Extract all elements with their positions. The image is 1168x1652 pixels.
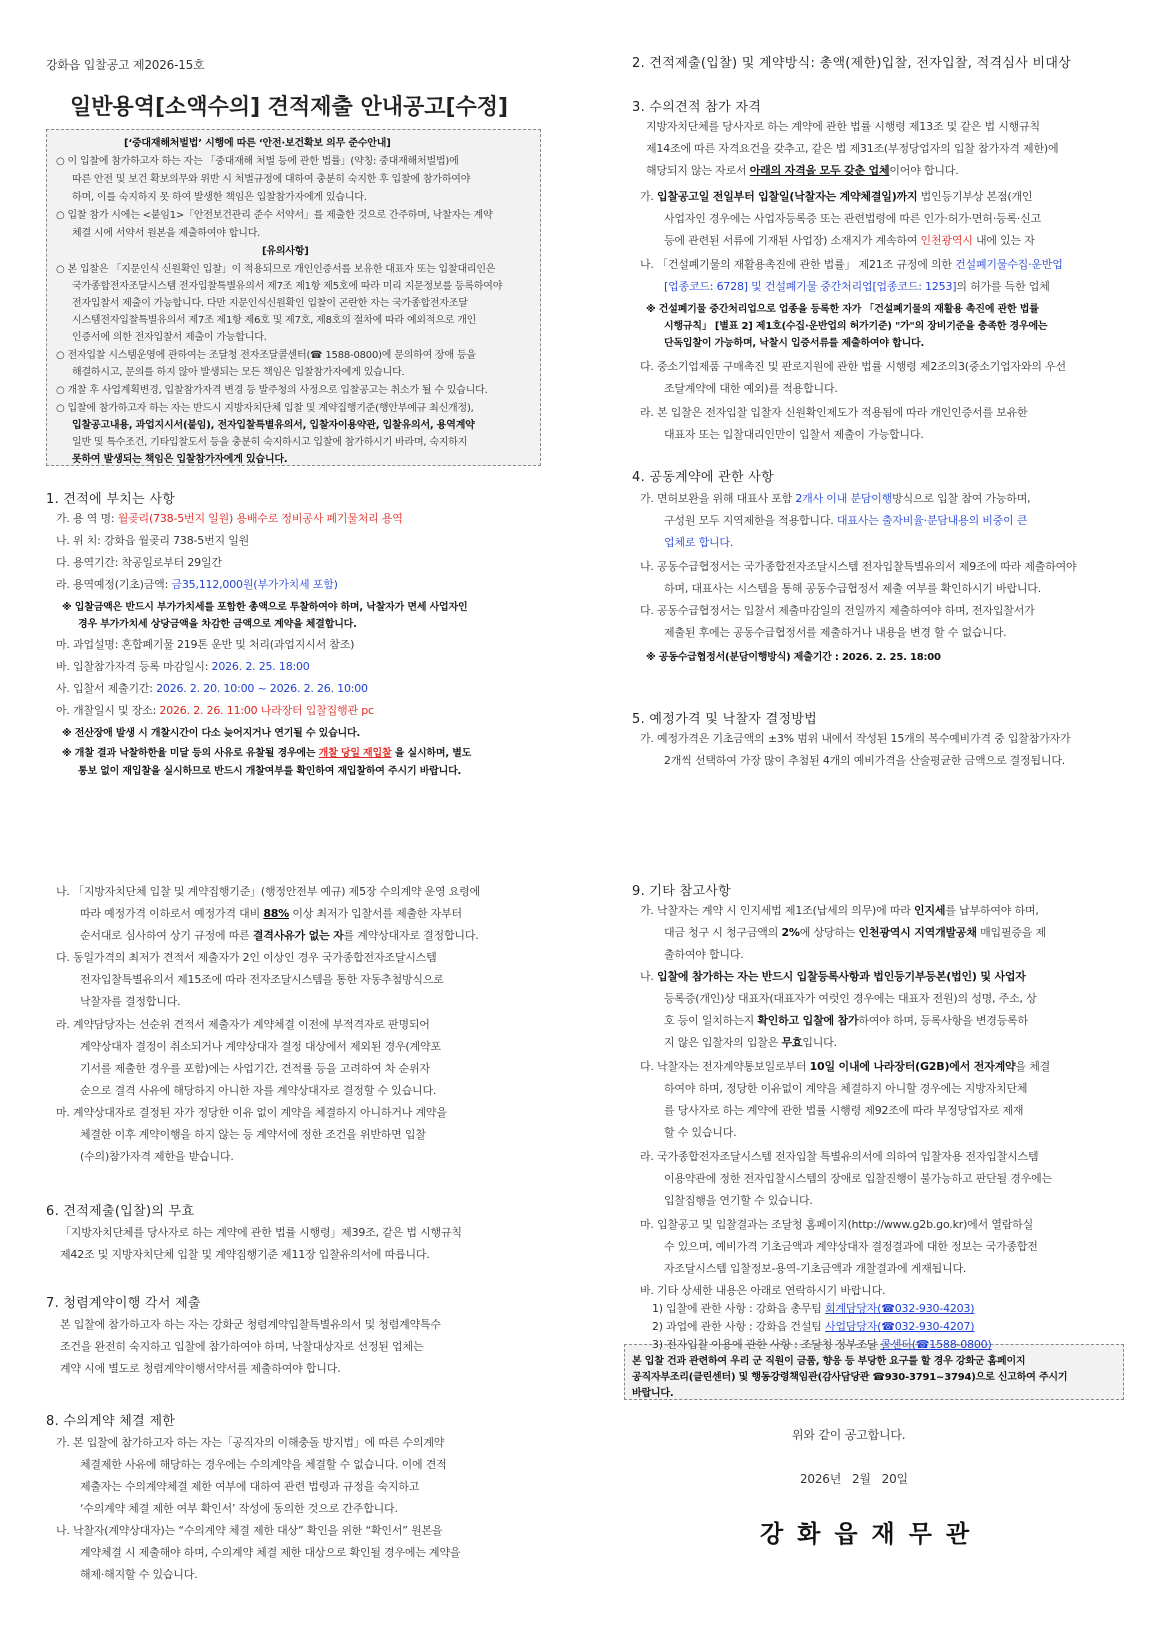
- section-3-title: 3. 수의견적 참가 자격: [632, 100, 762, 115]
- base-amount-row: [56, 576, 338, 592]
- announcement-date: 2026년 2월 20일: [800, 1472, 908, 1486]
- sec7-text: 본 입찰에 참가하고자 하는 자는 강화군 청렴계약입찰특별유의서 및 청렴계약특수: [60, 1318, 441, 1331]
- sec9-ra: 입찰집행을 연기할 수 있습니다.: [664, 1194, 813, 1207]
- sec5-ra: 라. 계약담당자는 선순위 견적서 제출자가 계약체결 이전에 부적격자로 판명되어: [56, 1018, 430, 1031]
- sec5-na-text: 를 계약상대자로 결정합니다.: [343, 929, 479, 942]
- registration-deadline-row: [56, 658, 310, 674]
- sec6-text: 「지방자치단체를 당사자로 하는 계약에 관한 법률 시행령」제39조, 같은 법 시행규칙: [60, 1226, 462, 1239]
- sec9-da-text: 을 체결: [1015, 1060, 1051, 1073]
- doc-number: 강화읍 입찰공고 제2026-15호: [46, 58, 205, 72]
- sec9-ga-text: 매입필증을 제: [980, 926, 1046, 939]
- sec8-ga: 가. 본 입찰에 참가하고자 하는 자는「공직자의 이해충돌 방지법」에 따른 수의계약: [56, 1436, 445, 1449]
- rebid-note-highlight: 개찰 당일 재입찰: [318, 748, 392, 759]
- contact-task: [652, 1318, 974, 1334]
- sec9-ga-text: 를 납부하여야 하며,: [945, 904, 1039, 917]
- sec3-intro: [646, 162, 959, 178]
- base-amount-label: 라. 용역예정(기초)금액:: [56, 578, 169, 591]
- sec5-na-rate: 88%: [263, 907, 290, 920]
- sec4-na: 나. 공동수급협정서는 국가종합전자조달시스템 전자입찰특별유의서 제9조에 따라 제출하여야: [640, 560, 1077, 573]
- sec3-na-license: [업종코드: 6728] 및 건설폐기물 중간처리업[업종코드: 1253]: [664, 280, 957, 293]
- sec9-ga: [664, 924, 1046, 940]
- sec4-na: 하며, 대표사는 시스템을 통해 공동수급협정서 제출 여부를 확인하시기 바랍니다.: [664, 582, 1042, 595]
- sec5-na-text: 따라 예정가격 이하로서 예정가격 대비: [80, 907, 261, 920]
- sec5-na-text: 순서대로 심사하여 상기 규정에 따른: [80, 929, 250, 942]
- notice-line: ○ 전자입찰 시스템운영에 관하여는 조달청 전자조달콜센터(☎ 1588-0800)에 문의하여 장애 등을: [56, 350, 476, 361]
- contact-ebid-text: 3) 전자입찰 이용에 관한 사항 : 조달청 정부조달: [652, 1338, 878, 1351]
- rebid-note-text: 을 실시하며, 별도: [394, 748, 472, 759]
- sec5-na-text: 이상 최저가 입찰서를 제출한 자부터: [292, 907, 462, 920]
- opening-row: [56, 702, 374, 718]
- section-5-title: 5. 예정가격 및 낙찰자 결정방법: [632, 712, 818, 727]
- section-1-title: 1. 견적에 부치는 사항: [46, 492, 176, 507]
- sec3-da: 다. 중소기업제품 구매촉진 및 판로지원에 관한 법률 시행령 제2조의3(중소기업자와의 우선: [640, 360, 1066, 373]
- sec5-ma: 체결한 이후 계약이행을 하지 않는 등 계약서에 정한 조건을 위반하면 입찰: [80, 1128, 426, 1141]
- opening-value: 2026. 2. 26. 11:00 나라장터 입찰집행관 pc: [159, 704, 374, 717]
- sec9-na: [664, 1012, 1028, 1028]
- sec9-ga-emphasis: 인천광역시 지역개발공채: [858, 926, 977, 939]
- submission-period-row: [56, 680, 368, 696]
- sec3-ga: 사업자인 경우에는 사업자등록증 또는 관련법령에 따른 인가·허가·면허·등록·신고: [664, 212, 1042, 225]
- sec9-ga-emphasis: 인지세: [914, 904, 946, 917]
- sec9-ga-text: 가. 낙찰자는 계약 시 인지세법 제1조(납세의 의무)에 따라: [640, 904, 911, 917]
- sec5-da: 다. 동일가격의 최저가 견적서 제출자가 2인 이상인 경우 국가종합전자조달시스템: [56, 951, 437, 964]
- sec9-na-text: 입니다.: [802, 1036, 837, 1049]
- sec5-ra: 기서를 제출한 경우를 포함)에는 사업기간, 견적률 등을 고려하여 차 순위자: [80, 1062, 430, 1075]
- notice-line: 인증서에 의한 전자입찰서 제출이 가능합니다.: [72, 332, 267, 343]
- sec3-intro: 지방자치단체를 당사자로 하는 계약에 관한 법률 시행령 제13조 및 같은 법 시행규칙: [646, 120, 1040, 133]
- sec3-ga-emphasis: 입찰공고일 전일부터 입찰일(낙찰자는 계약체결일)까지: [657, 190, 918, 203]
- section-9-title: 9. 기타 참고사항: [632, 884, 732, 899]
- sec5-ra: 계약상대자 결정이 취소되거나 계약상대자 결정 대상에서 제외된 경우(계약포: [80, 1040, 441, 1053]
- location-row: 나. 위 치: 강화읍 월곶리 738-5번지 일원: [56, 534, 250, 547]
- section-6-title: 6. 견적제출(입찰)의 무효: [46, 1204, 195, 1219]
- sec5-da: 낙찰자를 결정합니다.: [80, 995, 181, 1008]
- sec9-da: 할 수 있습니다.: [664, 1126, 737, 1139]
- sec8-ga: 제출자는 수의계약체결 제한 여부에 대하여 관련 법령과 규정을 숙지하고: [80, 1480, 420, 1493]
- sec3-na-text: 의 허가를 득한 업체: [956, 280, 1050, 293]
- complaint-notice: 본 입찰 건과 관련하여 우리 군 직원이 금품, 향응 등 부당한 요구를 할 경우 강화군 홈페이지: [632, 1356, 1026, 1367]
- sec5-ma: 마. 계약상대자로 결정된 자가 정당한 이유 없이 계약을 체결하지 아니하거나 계약을: [56, 1106, 447, 1119]
- sec3-intro: 제14조에 따른 자격요건을 갖추고, 같은 법 제31조(부정당업자의 입찰 참가자격 제한)에: [646, 142, 1059, 155]
- base-amount-value: 금35,112,000원(부가가치세 포함): [171, 578, 338, 591]
- sec9-da: 하여야 하며, 정당한 이유없이 계약을 체결하지 아니할 경우에는 지방자치단체: [664, 1082, 1028, 1095]
- opening-label: 아. 개찰일시 및 장소:: [56, 704, 157, 717]
- sec9-na-marker: 나.: [640, 970, 654, 983]
- sec3-ga-text: 등에 관련된 서류에 기재된 사업장) 소재지가 계속하여: [664, 234, 918, 247]
- sec4-ga: [640, 490, 1030, 506]
- sec3-note: ※ 건설폐기물 중간처리업으로 업종을 등록한 자가 「건설폐기물의 재활용 촉진에 관한 법률: [646, 304, 1039, 315]
- sec9-ga-emphasis: 2%: [781, 926, 800, 939]
- notice-line: ○ 입찰에 참가하고자 하는 자는 반드시 지방자치단체 입찰 및 계약집행기준(행안부예규 최신개정),: [56, 403, 474, 414]
- rebid-note-text: ※ 개찰 결과 낙찰하한율 미달 등의 사유로 유찰될 경우에는: [62, 748, 316, 759]
- contact-task-phone[interactable]: 사업담당자(☎032-930-4207): [825, 1320, 975, 1333]
- notice-line: ○ 이 입찰에 참가하고자 하는 자는 「중대재해 처벌 등에 관한 법률」(약칭: 중대재해처벌법)에: [56, 156, 459, 167]
- submission-period-value: 2026. 2. 20. 10:00 ~ 2026. 2. 26. 10:00: [156, 682, 368, 695]
- closing-statement: 위와 같이 공고합니다.: [792, 1428, 906, 1442]
- sec9-ra: 이용약관에 정한 전자입찰시스템의 장애로 입찰진행이 불가능하고 판단될 경우에는: [664, 1172, 1052, 1185]
- sec8-na: 해제·해지할 수 있습니다.: [80, 1568, 198, 1581]
- sec3-ga-text: 내에 있는 자: [975, 234, 1035, 247]
- complaint-notice: 바랍니다.: [632, 1388, 674, 1399]
- sec3-ga-marker: 가.: [640, 190, 654, 203]
- sec9-na-text: 지 않은 입찰자의 입찰은: [664, 1036, 779, 1049]
- contact-bidding-phone[interactable]: 회계담당자(☎032-930-4203): [825, 1302, 975, 1315]
- sec9-da-emphasis: 10일 이내에 나라장터(G2B)에서 전자계약: [809, 1060, 1016, 1073]
- sec9-na-emphasis: 입찰에 참가하는 자는 반드시 입찰등록사항과 법인등기부등본(법인) 및 사업자: [657, 970, 1026, 983]
- sec9-na-emphasis: 확인하고 입찰에 참가: [757, 1014, 859, 1027]
- notice-line: 하며, 이를 숙지하지 못 하여 발생한 책임은 입찰참가자에게 있습니다.: [72, 192, 367, 203]
- notice-line: ○ 본 입찰은 「지문인식 신원확인 입찰」이 적용되므로 개인인증서를 보유한 대표자 또는 입찰대리인은: [56, 264, 496, 275]
- sec6-text: 제42조 및 지방자치단체 입찰 및 계약집행기준 제11장 입찰유의서에 따릅니다.: [60, 1248, 430, 1261]
- notice-line: 일반 및 특수조건, 기타입찰도서 등을 충분히 숙지하시고 입찰에 참가하시기 바라며, 숙지하지: [72, 437, 468, 448]
- notice-line: 못하여 발생되는 책임은 입찰참가자에게 있습니다.: [72, 454, 288, 465]
- sec7-text: 조건을 완전히 숙지하고 입찰에 참가하여야 하며, 낙찰대상자로 선정된 업체는: [60, 1340, 424, 1353]
- sec8-na: 계약체결 시 제출해야 하며, 수의계약 체결 제한 대상으로 확인될 경우에는 계약을: [80, 1546, 461, 1559]
- sec4-ga-text: 방식으로 입찰 참여 가능하며,: [892, 492, 1031, 505]
- sec3-na-license: 건설폐기물수집·운반업: [955, 258, 1063, 271]
- sec9-da: [640, 1058, 1050, 1074]
- sec9-ga: 출하여야 합니다.: [664, 948, 744, 961]
- sec9-ga: [640, 902, 1039, 918]
- sec9-ga-text: 에 상당하는: [799, 926, 856, 939]
- sec3-da: 조달계약에 대한 예외)를 적용합니다.: [664, 382, 838, 395]
- sec3-intro-text: 해당되지 않는 자로서: [646, 164, 747, 177]
- sec4-note: ※ 공동수급협정서(분담이행방식) 제출기간 : 2026. 2. 25. 18:00: [646, 652, 941, 663]
- sec3-na-text: 나. 「건설폐기물의 재활용촉진에 관한 법률」 제21조 규정에 의한: [640, 258, 952, 271]
- sec5-ga: 2개씩 선택하여 가장 많이 추첨된 4개의 예비가격을 산술평균한 금액으로 결정됩니다.: [664, 754, 1066, 767]
- complaint-notice: 공직자부조리(클린센터) 및 행동강령책임관(감사담당관 ☎930-3791~3794)으로 신고하여 주시기: [632, 1372, 1068, 1383]
- sec3-ga: [664, 232, 1035, 248]
- contact-task-text: 2) 과업에 관한 사항 : 강화읍 건설팀: [652, 1320, 822, 1333]
- rebid-note-cont: 통보 없이 재입찰을 실시하므로 반드시 개찰여부를 확인하여 재입찰하여 주시기 바랍니다.: [78, 766, 462, 777]
- rebid-note: [62, 744, 471, 759]
- sec5-ma: (수의)참가자격 제한을 받습니다.: [80, 1150, 234, 1163]
- sec3-intro-emphasis: 아래의 자격을 모두 갖춘 업체: [749, 164, 890, 177]
- sec4-ga: 업체로 합니다.: [664, 536, 734, 549]
- issuer-signature: 강화읍재무관: [760, 1520, 984, 1548]
- sec8-ga: 체결제한 사유에 해당하는 경우에는 수의계약을 체결할 수 없습니다. 이에 견적: [80, 1458, 447, 1471]
- sec3-ra: 라. 본 입찰은 전자입찰 입찰자 신원확인제도가 적용됨에 따라 개인인증서를 보유한: [640, 406, 1028, 419]
- sec5-na: [80, 905, 462, 921]
- service-name-label: 가. 용 역 명:: [56, 512, 115, 525]
- notice-line: 시스템전자입찰특별유의서 제7조 제1항 제6호 및 제7호, 제8호의 절차에 따라 예외적으로 개인: [72, 315, 477, 326]
- sec9-na-text: 하여야 하며, 등록사항을 변경등록하: [858, 1014, 1028, 1027]
- sec9-ga-text: 대금 청구 시 청구금액의: [664, 926, 779, 939]
- sec9-ma: 자조달시스템 입찰정보-용역-기초금액과 개찰결과에 게재됩니다.: [664, 1262, 967, 1275]
- contact-ebid: [652, 1336, 992, 1352]
- notice-line: ○ 입찰 참가 시에는 <붙임1>「안전보건관리 준수 서약서」를 제출한 것으로 간주하며, 낙찰자는 계약: [56, 210, 493, 221]
- sec9-da: 를 당사자로 하는 계약에 관한 법률 시행령 제92조에 따라 부정당업자로 제재: [664, 1104, 1024, 1117]
- sec5-na-emphasis: 결격사유가 없는 자: [252, 929, 344, 942]
- registration-deadline-label: 바. 입찰참가자격 등록 마감일시:: [56, 660, 209, 673]
- registration-deadline-value: 2026. 2. 25. 18:00: [211, 660, 310, 673]
- sec5-ga: 가. 예정가격은 기초금액의 ±3% 범위 내에서 작성된 15개의 복수예비가격 중 입찰참가자가: [640, 732, 1071, 745]
- sec9-ra: 라. 국가종합전자조달시스템 전자입찰 특별유의서에 의하여 입찰자용 전자입찰시스템: [640, 1150, 1039, 1163]
- section-8-title: 8. 수의계약 체결 제한: [46, 1414, 176, 1429]
- notice-line: ○ 개찰 후 사업계획변경, 입찰참가자격 변경 등 발주청의 사정으로 입찰공고는 취소가 될 수 있습니다.: [56, 385, 488, 396]
- sec9-ma: 수 있으며, 예비가격 기초금액과 계약상대자 결정결과에 대한 정보는 국가종합전: [664, 1240, 1038, 1253]
- sec3-ga-region: 인천광역시: [920, 234, 973, 247]
- page-title: 일반용역[소액수의] 견적제출 안내공고[수정]: [70, 95, 509, 120]
- sec3-na: [640, 256, 1063, 272]
- sec8-na: 나. 낙찰자(계약상대자)는 “수의계약 체결 제한 대상” 확인을 위한 “확인서” 원본을: [56, 1524, 443, 1537]
- sec4-da: 제출된 후에는 공동수급협정서를 제출하거나 내용을 변경 할 수 없습니다.: [664, 626, 1007, 639]
- submission-period-label: 사. 입찰서 제출기간:: [56, 682, 153, 695]
- notice-line: 전자입찰서 제출이 가능합니다. 다만 지문인식신원확인 입찰이 곤란한 자는 국가종합전자조달: [72, 298, 468, 309]
- notice-line: 해결하시고, 문의를 하지 않아 발생되는 모든 책임은 입찰참가자에게 있습니다.: [72, 367, 405, 378]
- sec3-intro-text: 이어야 합니다.: [889, 164, 959, 177]
- sec4-ga-text: 구성원 모두 지역제한을 적용합니다.: [664, 514, 834, 527]
- sec3-ra: 대표자 또는 입찰대리인만이 입찰서 제출이 가능합니다.: [664, 428, 924, 441]
- section-7-title: 7. 청렴계약이행 각서 제출: [46, 1296, 201, 1311]
- notice-line: 입찰공고내용, 과업지시서(붙임), 전자입찰특별유의서, 입찰자이용약관, 입찰유의서, 용역계약: [72, 420, 475, 431]
- notice-heading: [‘중대재해처벌법’ 시행에 따른 ‘안전·보건확보 의무 준수안내]: [124, 138, 391, 149]
- service-name-value: 월곶리(738-5번지 일원) 용배수로 정비공사 폐기물처리 용역: [117, 512, 403, 525]
- sec3-ga-text: 법인등기부상 본점(개인: [920, 190, 1033, 203]
- sec5-na: [80, 927, 479, 943]
- vat-note: ※ 입찰금액은 반드시 부가가치세를 포함한 총액으로 투찰하여야 하며, 낙찰자가 면세 사업자인: [62, 602, 468, 613]
- contact-bidding: [652, 1300, 974, 1316]
- sec5-ra: 순으로 결격 사유에 해당하지 아니한 자를 계약상대자로 결정할 수 있습니다.: [80, 1084, 437, 1097]
- sec9-ba: 바. 기타 상세한 내용은 아래로 연락하시기 바랍니다.: [640, 1284, 886, 1297]
- sec5-na: 나. 「지방자치단체 입찰 및 계약집행기준」(행정안전부 예규) 제5장 수의계약 운영 요령에: [56, 885, 481, 898]
- sec3-note: 시행규칙」 [별표 2] 제1호(수집·운반업의 허가기준) "가"의 장비기준을 충족한 경우에는: [664, 321, 1048, 332]
- sec3-na: [664, 278, 1050, 294]
- task-desc-row: 마. 과업설명: 혼합폐기물 219톤 운반 및 처리(과업지시서 참조): [56, 638, 355, 651]
- section-4-title: 4. 공동계약에 관한 사항: [632, 470, 775, 485]
- sec4-ga-emphasis: 대표사는 출자비율·분담내용의 비중이 큰: [836, 514, 1028, 527]
- sec7-text: 계약 시에 별도로 청렴계약이행서약서를 제출하여야 합니다.: [60, 1362, 341, 1375]
- notice-subheading: [유의사항]: [262, 246, 309, 257]
- service-name-row: [56, 510, 403, 526]
- notice-line: 국가종합전자조달시스템 전자입찰특별유의서 제7조 제1항 제5호에 따라 미리 지문정보를 등록하여야: [72, 281, 503, 292]
- sec9-na-emphasis: 무효: [781, 1036, 803, 1049]
- period-row: 다. 용역기간: 착공일로부터 29일간: [56, 556, 222, 569]
- outage-note: ※ 전산장애 발생 시 개찰시간이 다소 늦어지거나 연기될 수 있습니다.: [62, 728, 361, 739]
- notice-line: 따른 안전 및 보건 확보의무와 위반 시 처벌규정에 대하여 충분히 숙지한 후 입찰에 참가하여야: [72, 174, 471, 185]
- sec4-da: 다. 공동수급협정서는 입찰서 제출마감일의 전일까지 제출하여야 하며, 전자입찰서가: [640, 604, 1035, 617]
- vat-note-cont: 경우 부가가치세 상당금액을 차감한 금액으로 계약을 체결합니다.: [78, 619, 357, 630]
- sec9-na: 등록증(개인)상 대표자(대표자가 여럿인 경우에는 대표자 전원)의 성명, 주소, 상: [664, 992, 1037, 1005]
- contact-ebid-phone[interactable]: 콜센터(☎1588-0800): [880, 1338, 992, 1351]
- notice-line: 체결 시에 서약서 원본을 제출하여야 합니다.: [72, 228, 261, 239]
- sec4-ga-text: 가. 면허보완을 위해 대표사 포함: [640, 492, 793, 505]
- sec9-ma: 마. 입찰공고 및 입찰결과는 조달청 홈페이지(http://www.g2b.go.kr)에서 열람하실: [640, 1218, 1034, 1231]
- sec9-na: [664, 1034, 837, 1050]
- sec4-ga: [664, 512, 1027, 528]
- section-2-title: 2. 견적제출(입찰) 및 계약방식: 총액(제한)입찰, 전자입찰, 적격심사 비대상: [632, 56, 1072, 71]
- sec5-da: 전자입찰특별유의서 제15조에 따라 전자조달시스템을 통한 자동추첨방식으로: [80, 973, 444, 986]
- sec9-na: [640, 968, 1026, 984]
- sec3-note: 단독입찰이 가능하며, 낙찰시 입증서류를 제출하여야 합니다.: [664, 338, 925, 349]
- sec9-na-text: 호 등이 일치하는지: [664, 1014, 755, 1027]
- sec4-ga-emphasis: 2개사 이내 분담이행: [795, 492, 893, 505]
- contact-bidding-text: 1) 입찰에 관한 사항 : 강화읍 총무팀: [652, 1302, 822, 1315]
- sec8-ga: ‘수의계약 체결 제한 여부 확인서’ 작성에 동의한 것으로 간주합니다.: [80, 1502, 398, 1515]
- sec3-ga: [640, 188, 1032, 204]
- sec9-da-text: 다. 낙찰자는 전자계약통보일로부터: [640, 1060, 807, 1073]
